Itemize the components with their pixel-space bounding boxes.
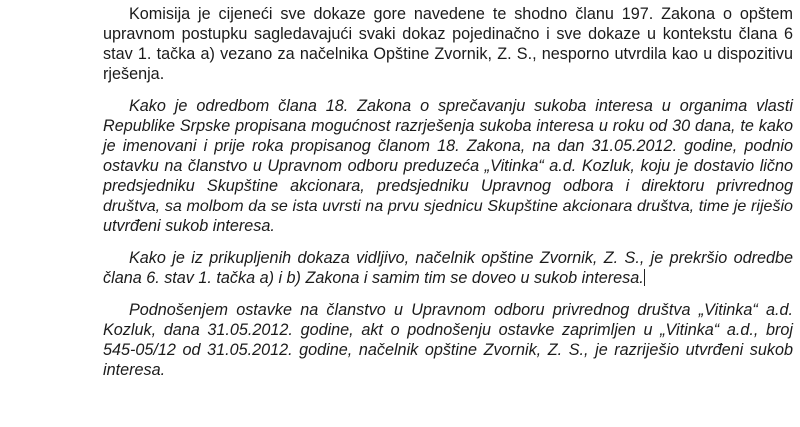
paragraph-line: interesa. [103, 361, 166, 379]
paragraph-line: Komisija je cijeneći sve dokaze gore navedene te shodno članu 197. Zakona o opštem [129, 5, 793, 23]
paragraph-line: Kako je iz prikupljenih dokaza vidljivo, načelnik opštine Zvornik, Z. S., je prekršio odredbe [129, 249, 793, 267]
paragraph-line: ostavku na članstvo u Upravnom odboru preduzeća „Vitinka“ a.d. Kozluk, koju je dostavio lično [103, 157, 793, 175]
paragraph-4 [103, 300, 793, 380]
paragraph-line: predsjedniku Skupštine akcionara, predsjedniku Upravnog odbora i direktoru privrednog [103, 177, 793, 195]
paragraph-line: društva, sa molbom da se ista uvrsti na prvu sjednicu Skupštine akcionara društva, time je riješio [103, 197, 793, 215]
paragraph-line: utvrđeni sukob interesa. [103, 217, 275, 235]
paragraph-line: je imenovani i prije roka propisanog članom 18. Zakona, na dan 31.05.2012. godine, podnio [103, 137, 793, 155]
paragraph-3 [103, 248, 793, 288]
paragraph-1 [103, 4, 793, 84]
paragraph-line: upravnom postupku sagledavajući svaki dokaz pojedinačno i sve dokaze u kontekstu člana 6 [103, 25, 793, 43]
paragraph-line: stav 1. tačka a) vezano za načelnika Opštine Zvornik, Z. S., nesporno utvrdila kao u dispozitivu [103, 45, 793, 63]
paragraph-line: Kako je odredbom člana 18. Zakona o sprečavanju sukoba interesa u organima vlasti [129, 97, 793, 115]
paragraph-line [103, 268, 793, 288]
paragraph-line: rješenja. [103, 65, 165, 83]
paragraph-2 [103, 96, 793, 236]
paragraph-line: Podnošenjem ostavke na članstvo u Upravnom odboru privrednog društva „Vitinka“ a.d. [129, 301, 793, 319]
paragraph-line: Republike Srpske propisana mogućnost razrješenja sukoba interesa u roku od 30 dana, te kako [103, 117, 793, 135]
text-cursor [644, 269, 645, 286]
paragraph-line-text: člana 6. stav 1. tačka a) i b) Zakona i samim tim se doveo u sukob interesa. [103, 269, 644, 287]
paragraph-line: Kozluk, dana 31.05.2012. godine, akt o podnošenju ostavke zaprimljen u „Vitinka“ a.d., broj [103, 321, 793, 339]
paragraph-line: 545-05/12 od 31.05.2012. godine, načelnik opštine Zvornik, Z. S., je razriješio utvrđeni sukob [103, 341, 793, 359]
